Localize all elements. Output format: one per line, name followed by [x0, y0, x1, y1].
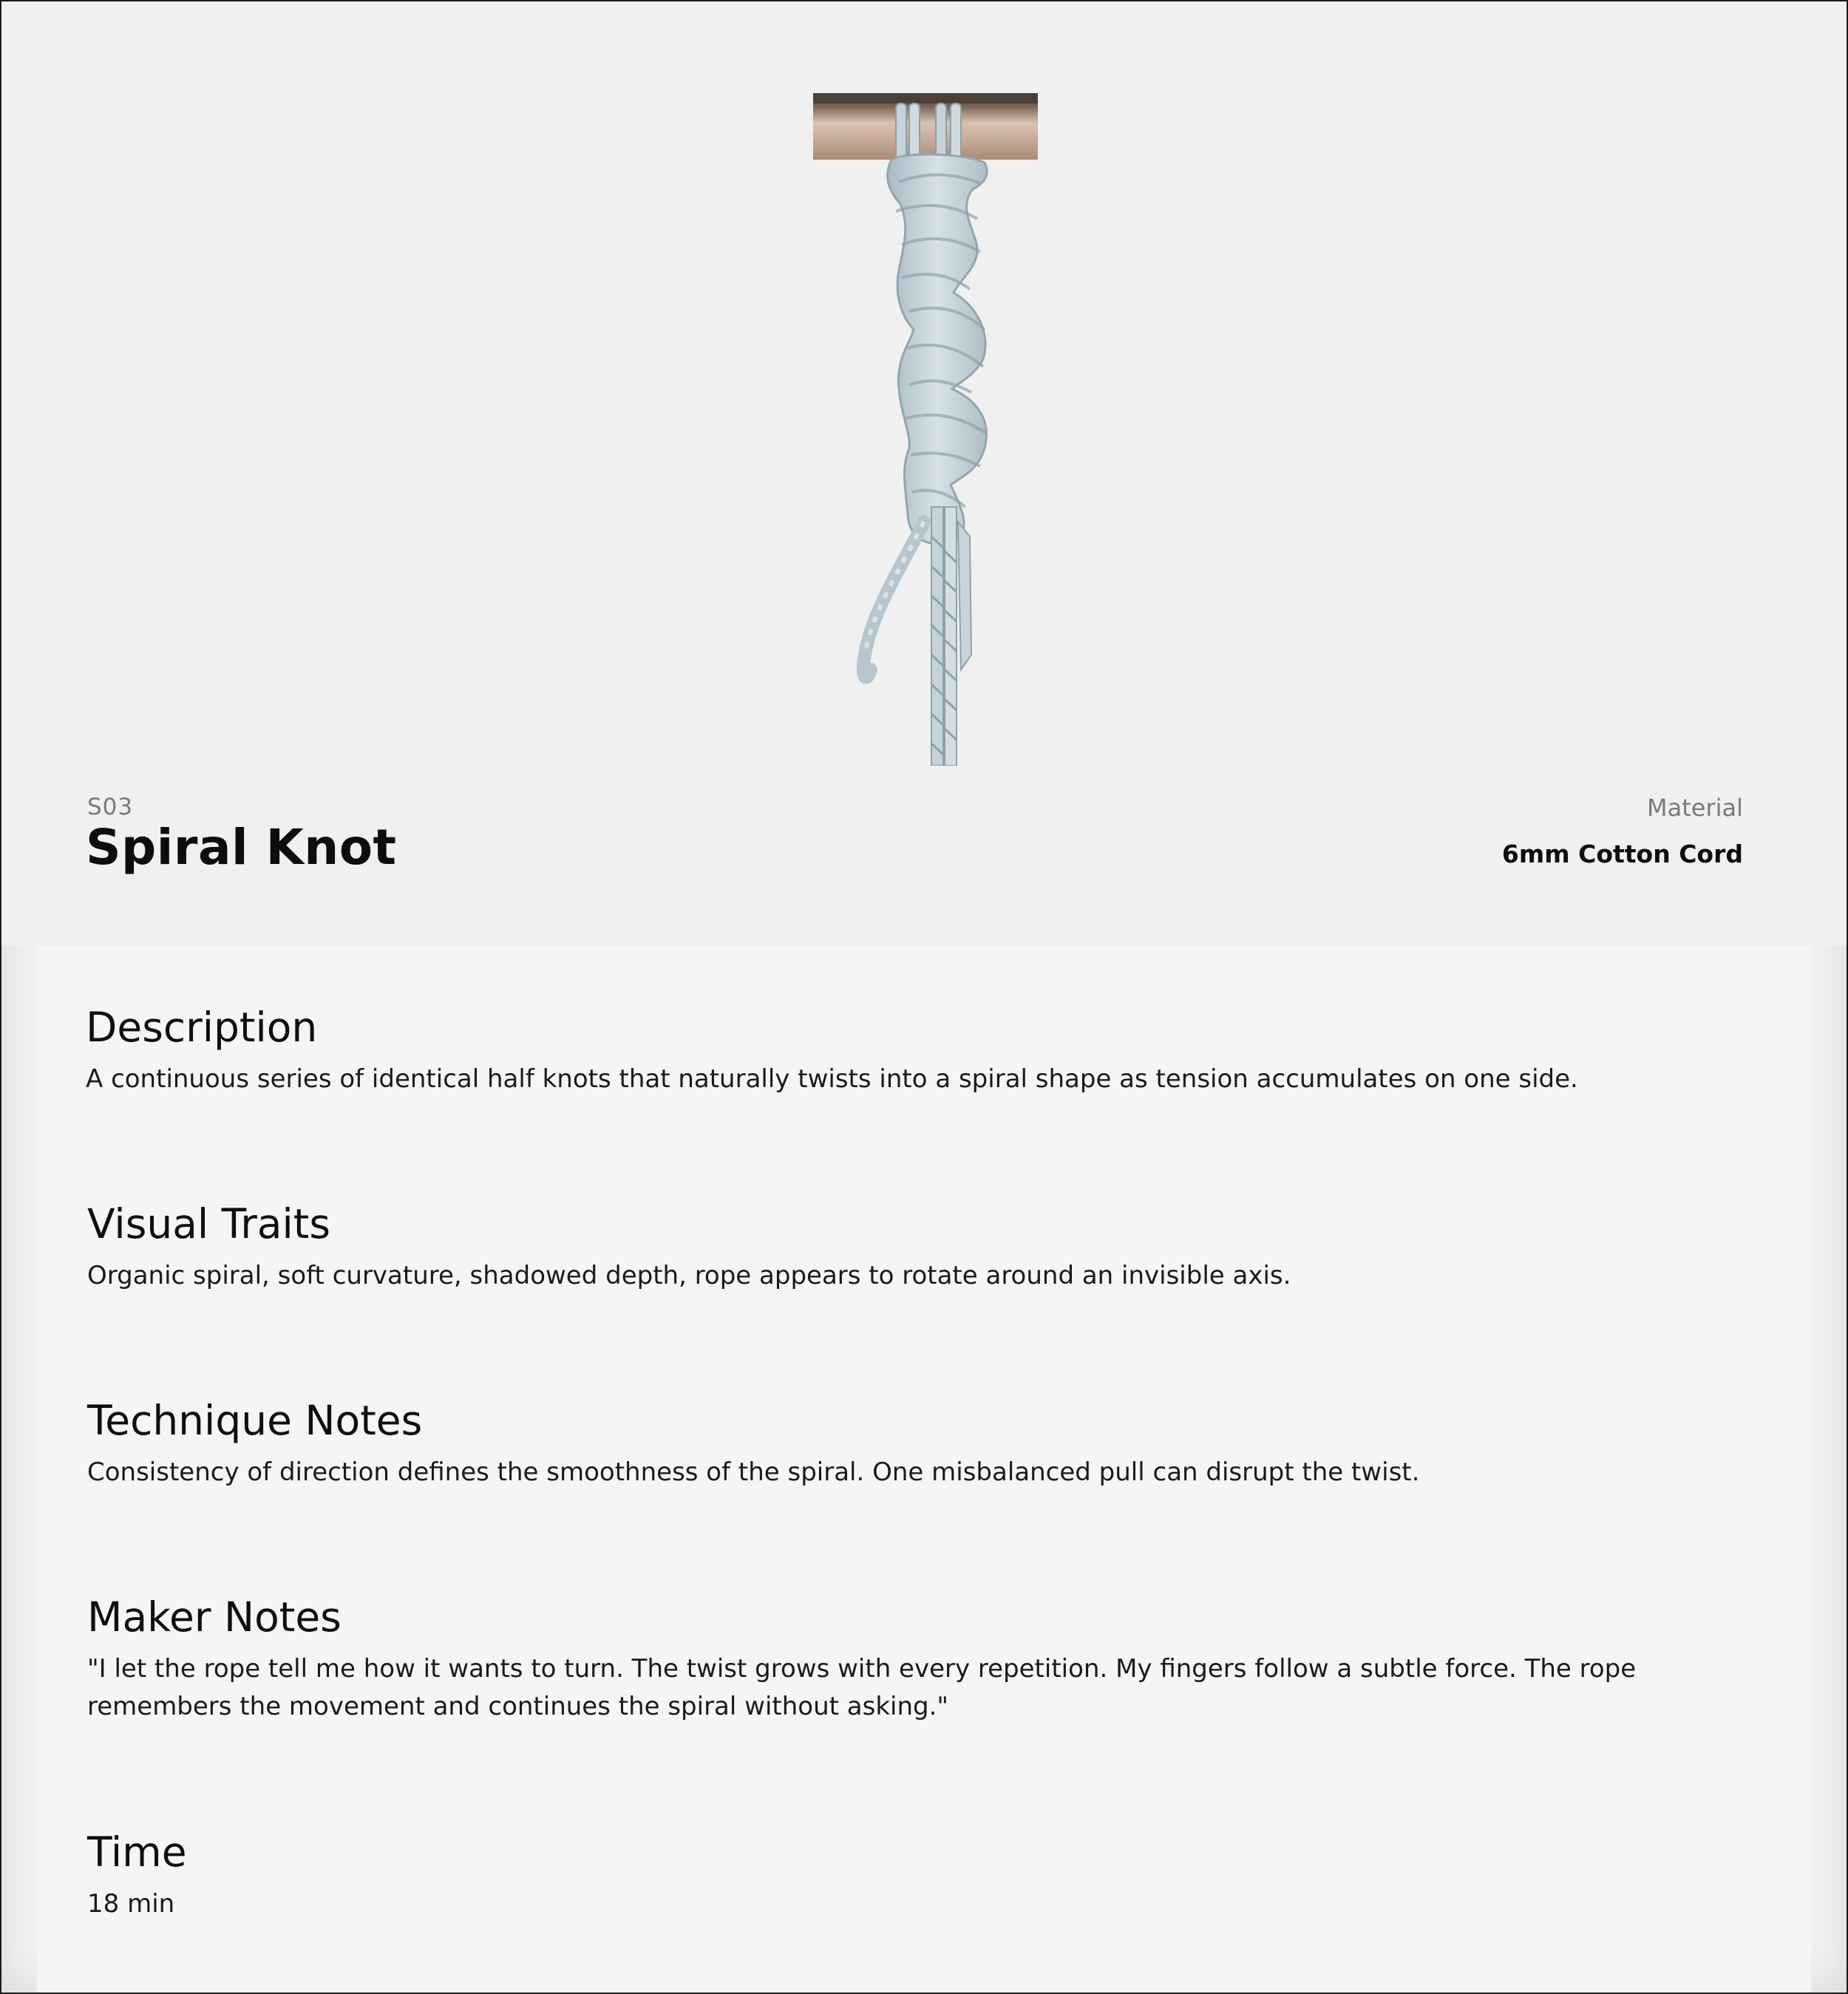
material-label: Material: [1647, 794, 1743, 822]
visual-traits-text: Organic spiral, soft curvature, shadowed depth, rope appears to rotate around an invisible axis.: [87, 1260, 1291, 1290]
spiral-braid: [888, 154, 987, 544]
material-value: 6mm Cotton Cord: [1501, 840, 1743, 868]
technique-notes-text: Consistency of direction defines the smoothness of the spiral. One misbalanced pull can disrupt the twist.: [87, 1457, 1420, 1487]
visual-traits-section: [87, 1202, 1758, 1295]
time-heading: Time: [87, 1828, 187, 1876]
knot-code: S03: [87, 794, 134, 820]
description-text: A continuous series of identical half knots that naturally twists into a spiral shape as tension accumulates on one side.: [86, 1064, 1578, 1094]
dowel-shadow: [813, 93, 1038, 103]
description-heading: Description: [86, 1004, 318, 1051]
hero-section: [1, 1, 1847, 946]
maker-notes-text: "I let the rope tell me how it wants to turn. The twist grows with every repetition. My fingers follow a subtle force. The rope remembers the movement and continues the spiral without asking.": [87, 1653, 1637, 1721]
technique-notes-heading: Technique Notes: [87, 1397, 423, 1444]
maker-notes-heading: Maker Notes: [87, 1593, 342, 1641]
maker-notes-section: [87, 1595, 1758, 1726]
description-section: [86, 1005, 1756, 1098]
technique-notes-section: [87, 1398, 1758, 1491]
details-panel: [37, 946, 1811, 1993]
time-section: [87, 1830, 1758, 1923]
spiral-knot-image: [813, 93, 1038, 766]
visual-traits-heading: Visual Traits: [87, 1200, 331, 1248]
hanging-cord-3: [958, 522, 971, 670]
time-value: 18 min: [87, 1888, 175, 1919]
page-title: Spiral Knot: [86, 819, 397, 876]
loose-strand-left: [863, 522, 924, 677]
hanging-cord-2: [945, 507, 957, 766]
